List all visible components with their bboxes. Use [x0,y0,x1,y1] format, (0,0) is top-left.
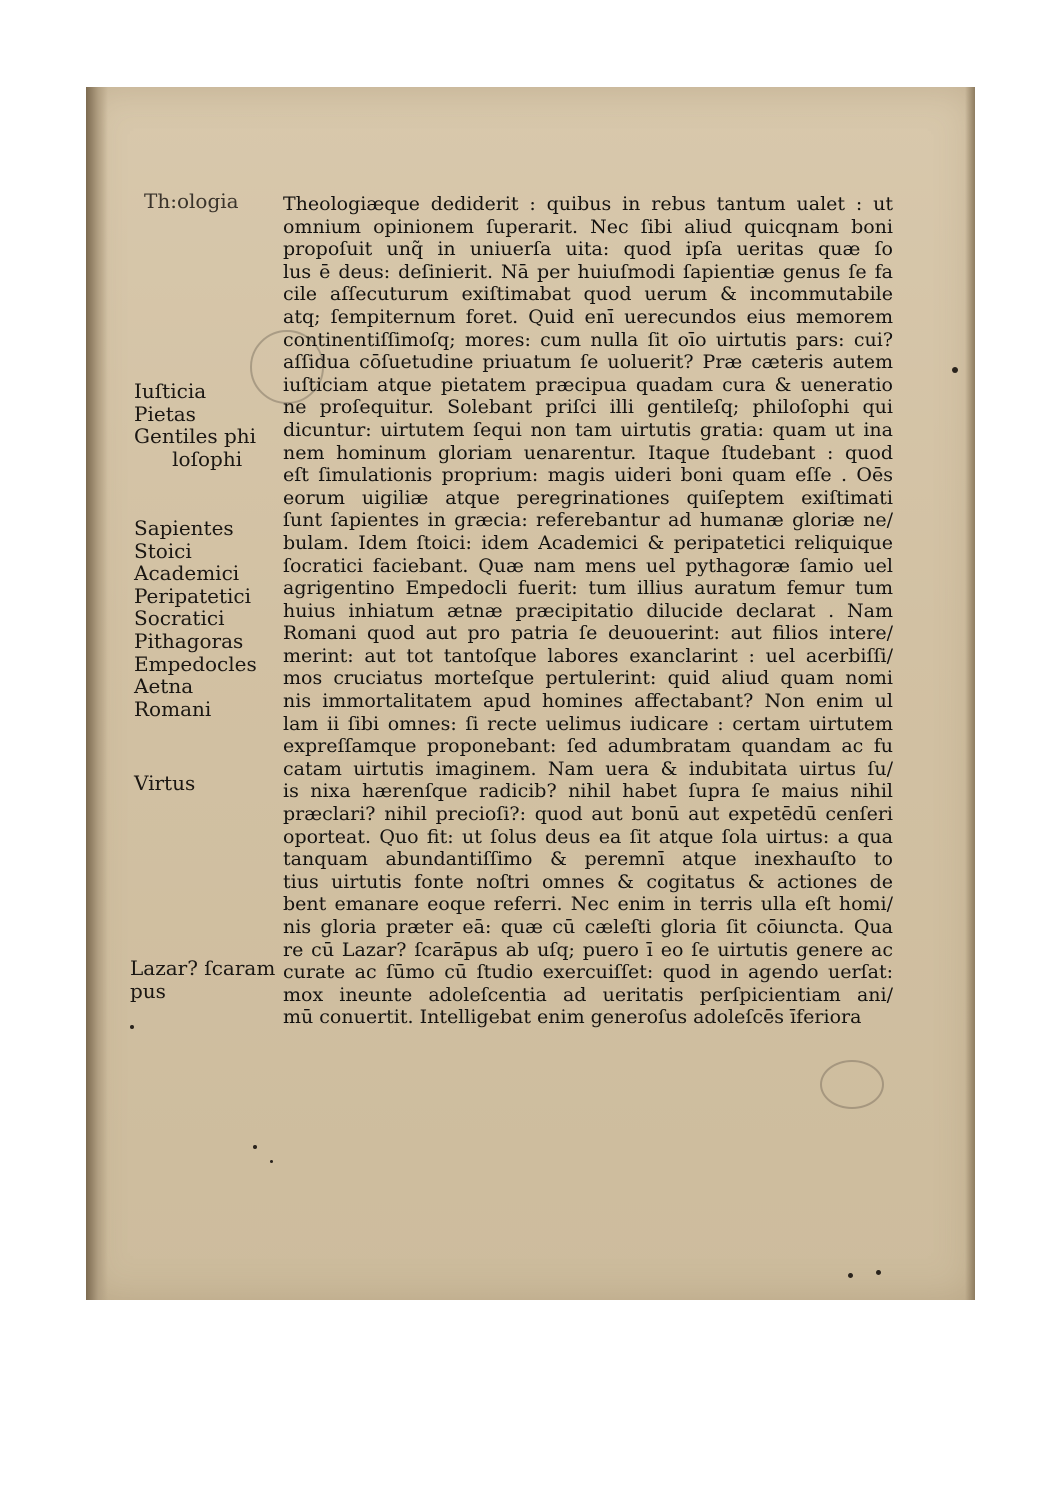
page-edge [965,87,975,1300]
margin-gloss-philosophers: Sapientes Stoici Academici Peripatetici Socratici Pithagoras Empedocles Aetna Romani [134,516,257,721]
text-line: dicuntur: uirtutem ſequi non tam uirtutis gratia: quam ut ina [283,418,893,441]
text-line: cile aſſecuturum exiſtimabat quod uerum & incommutabile [283,283,893,306]
margin-gloss-virtues: Iuſticia Pietas Gentiles phi loſophi [134,379,257,471]
text-line: lus ē deus: deſinierit. Nā per huiuſmodi ſapientiæ genus ſe fa [283,260,893,283]
margin-gloss-lazarus: Lazar? ſcaram pus [130,956,276,1003]
text-line: Theologiæque dediderit : quibus in rebus tantum ualet : ut [283,193,893,215]
text-line: eorum uigiliæ atque peregrinationes quiſeptem exiſtimati [283,486,893,509]
text-line: nem hominum gloriam uenarentur. Itaque ſtudebant : quod [283,441,893,464]
text-line: tanquam abundantiſſimo & peremnī atque inexhauſto to [283,848,893,871]
ink-speck [848,1273,853,1278]
text-line: ſocratici faciebant. Quæ nam mens uel pythagoræ ſamio uel [283,554,893,577]
text-line: omnium opinionem ſuperarit. Nec ſibi aliud quicqnam boni [283,215,893,238]
text-line: huius inhiatum ætnæ præcipitatio dilucide declarat . Nam [283,599,893,622]
text-line: Romani quod aut pro patria ſe deuouerint: aut filios intere/ [283,622,893,645]
text-line: agrigentino Empedocli fuerit: tum illius auratum femur tum [283,577,893,600]
text-line: atq; ſempiternum foret. Quid enī uerecundos eius memorem [283,305,893,328]
ink-speck [253,1145,257,1149]
text-line: bent emanare eoque referri. Nec enim in terris ulla eſt homi/ [283,893,893,916]
text-line: re cū Lazar? ſcarāpus ab uſq; puero ī eo ſe uirtutis genere ac [283,938,893,961]
text-line: ne proſequitur. Solebant priſci illi gentileſq; philoſophi qui [283,396,893,419]
ink-speck [130,1025,134,1029]
text-line: catam uirtutis imaginem. Nam uera & indubitata uirtus ſu/ [283,757,893,780]
text-line: oporteat. Quo fit: ut ſolus deus ea ſit atque ſola uirtus: a qua [283,825,893,848]
text-line: bulam. Idem ſtoici: idem Academici & peripatetici reliquique [283,531,893,554]
ink-speck [876,1270,881,1275]
margin-gloss-virtus: Virtus [134,771,196,795]
text-line: continentiſſimoſq; mores: cum nulla ſit oīo uirtutis pars: cui? [283,328,893,351]
margin-gloss-theologia: Th:ologia [144,189,239,213]
ink-speck [952,367,958,373]
text-line: mos cruciatus morteſque pertulerint: quid aliud quam nomi [283,667,893,690]
text-line: tius uirtutis fonte noſtri omnes & cogitatus & actiones de [283,870,893,893]
ink-speck [270,1160,273,1163]
text-line: merint: aut tot tantoſque labores exanclarint : uel acerbiſſi/ [283,644,893,667]
text-line: mox ineunte adoleſcentia ad ueritatis perſpicientiam ani/ [283,983,893,1006]
book-spine-shadow [86,87,108,1300]
text-line: aſſidua cōſuetudine priuatum ſe uoluerit? Præ cæteris autem [283,351,893,374]
text-line: lam ii ſibi omnes: ſi recte uelimus iudicare : certam uirtutem [283,712,893,735]
main-text-block [283,193,893,1029]
text-line: iuſticiam atque pietatem præcipua quadam cura & ueneratio [283,373,893,396]
library-stamp-watermark [820,1060,884,1109]
text-line: eſt ſimulationis proprium: magis uideri boni quam eſſe . Oēs [283,464,893,487]
text-line: mū conuertit. Intelligebat enim generoſus adoleſcēs īferiora [283,1006,862,1029]
text-line: expreſſamque proponebant: ſed adumbratam quandam ac fu [283,735,893,758]
text-line: curate ac ſūmo cū ſtudio exercuiſſet: quod in agendo uerſat: [283,961,893,984]
text-line: ſunt ſapientes in græcia: referebantur ad humanæ gloriæ ne/ [283,509,893,532]
text-line: nis gloria præter eā: quæ cū cæleſti gloria ſit cōiuncta. Qua [283,916,893,938]
text-line: propoſuit unq̃ in uniuerſa uita: quod ipſa ueritas quæ ſo [283,238,893,261]
text-line: is nixa hærenſque radicib? nihil habet ſupra ſe maius nihil [283,780,893,803]
text-line: nis immortalitatem apud homines affectabant? Non enim ul [283,690,893,713]
text-line: præclari? nihil precioſi?: quod aut bonū aut expetēdū cenſeri [283,803,893,826]
